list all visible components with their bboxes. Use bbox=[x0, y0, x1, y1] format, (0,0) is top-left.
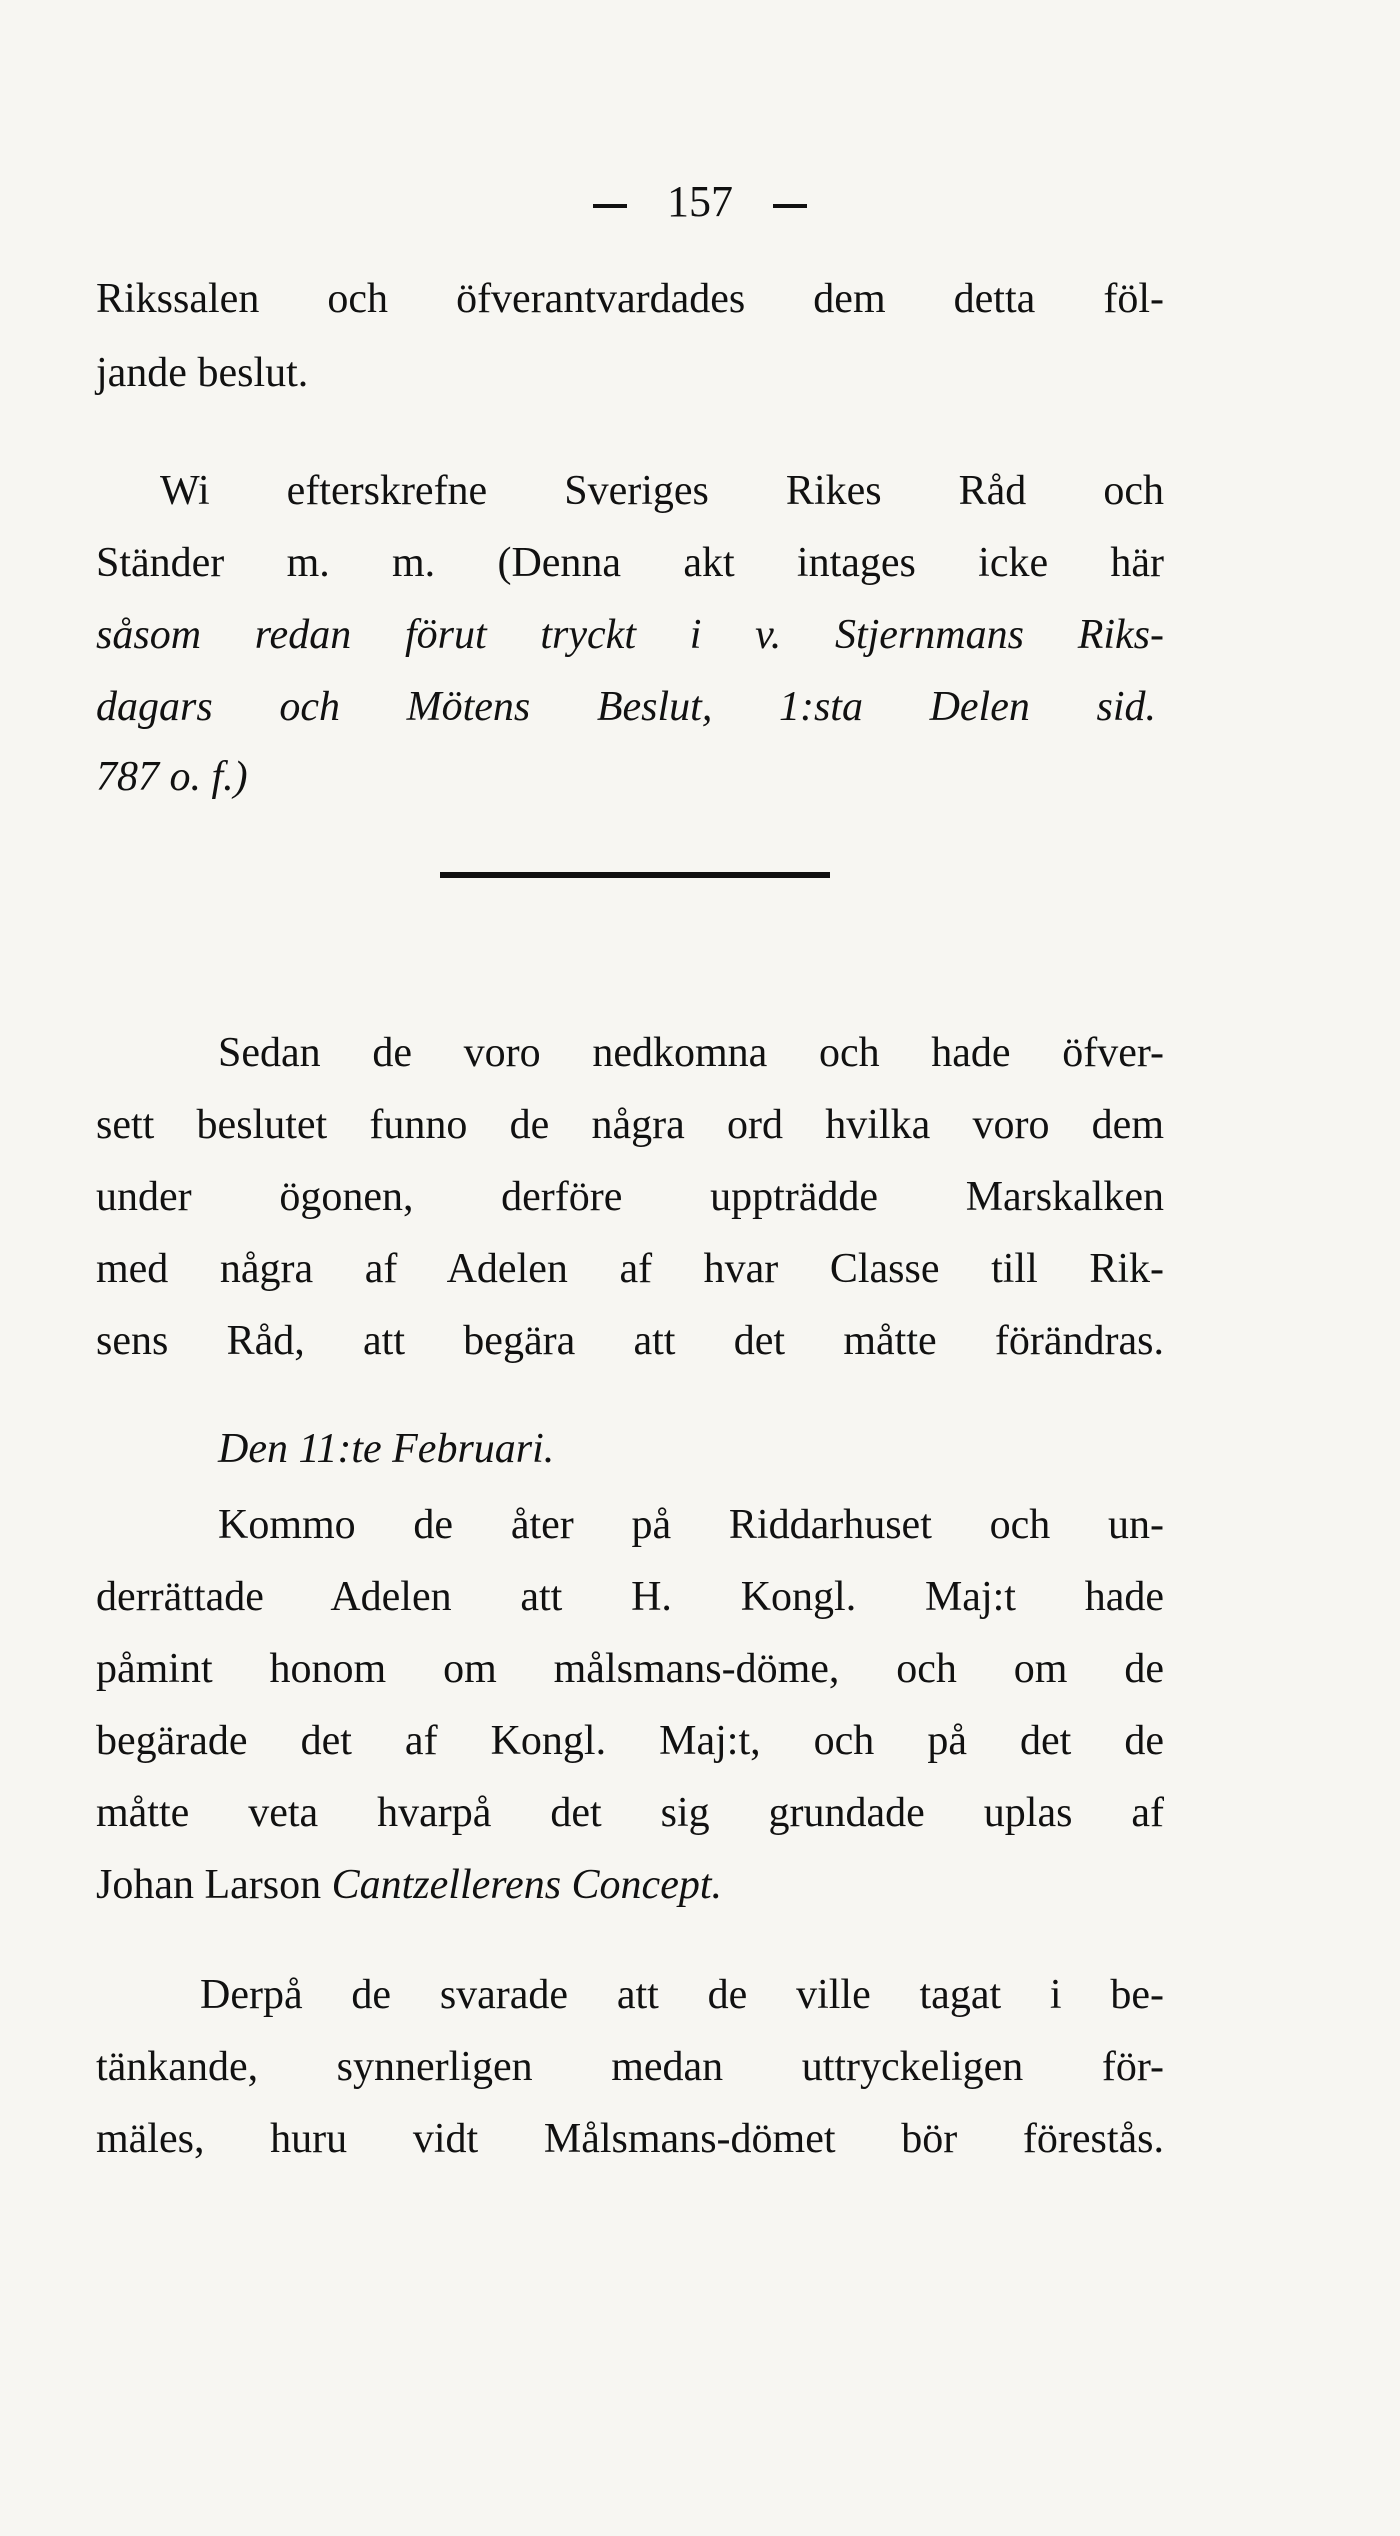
text-line: sett beslutet funno de några ord hvilka voro dem bbox=[96, 1102, 1164, 1148]
text-line: med några af Adelen af hvar Classe till Rik- bbox=[96, 1246, 1164, 1292]
page-header bbox=[0, 176, 1400, 227]
text-line: såsom redan förut tryckt i v. Stjernmans Riks- bbox=[96, 612, 1164, 658]
text-line: under ögonen, derföre uppträdde Marskalken bbox=[96, 1174, 1164, 1220]
header-dash-left bbox=[593, 204, 627, 208]
text-line: jande beslut. bbox=[96, 350, 309, 396]
header-dash-right bbox=[773, 204, 807, 208]
text-line: Ständer m. m. (Denna akt intages icke här bbox=[96, 540, 1164, 586]
text-line: Sedan de voro nedkomna och hade öfver- bbox=[218, 1030, 1164, 1076]
page-number: 157 bbox=[667, 177, 733, 226]
text-line: påmint honom om målsmans-döme, och om de bbox=[96, 1646, 1164, 1692]
section-divider bbox=[440, 872, 830, 878]
text-line bbox=[96, 1864, 722, 1906]
text-line: tänkande, synnerligen medan uttryckeligen för- bbox=[96, 2044, 1164, 2090]
text-line: sens Råd, att begära att det måtte förändras. bbox=[96, 1318, 1164, 1364]
text-line: Rikssalen och öfverantvardades dem detta föl- bbox=[96, 276, 1164, 322]
text-line: begärade det af Kongl. Maj:t, och på det de bbox=[96, 1718, 1164, 1764]
text-line: 787 o. f.) bbox=[96, 754, 248, 800]
text-line: Derpå de svarade att de ville tagat i be- bbox=[200, 1972, 1164, 2018]
text-line: Wi efterskrefne Sveriges Rikes Råd och bbox=[160, 468, 1164, 514]
author-ref: Johan Larson Cantzellerens Concept. bbox=[96, 1862, 723, 1908]
text-line: dagars och Mötens Beslut, 1:sta Delen sid. bbox=[96, 684, 1156, 730]
text-line: måtte veta hvarpå det sig grundade uplas af bbox=[96, 1790, 1164, 1836]
text-line: Kommo de åter på Riddarhuset och un- bbox=[218, 1502, 1164, 1548]
text-line: derrättade Adelen att H. Kongl. Maj:t hade bbox=[96, 1574, 1164, 1620]
date-heading: Den 11:te Februari. bbox=[218, 1426, 555, 1472]
text-line: mäles, huru vidt Målsmans-dömet bör förestås. bbox=[96, 2116, 1164, 2162]
